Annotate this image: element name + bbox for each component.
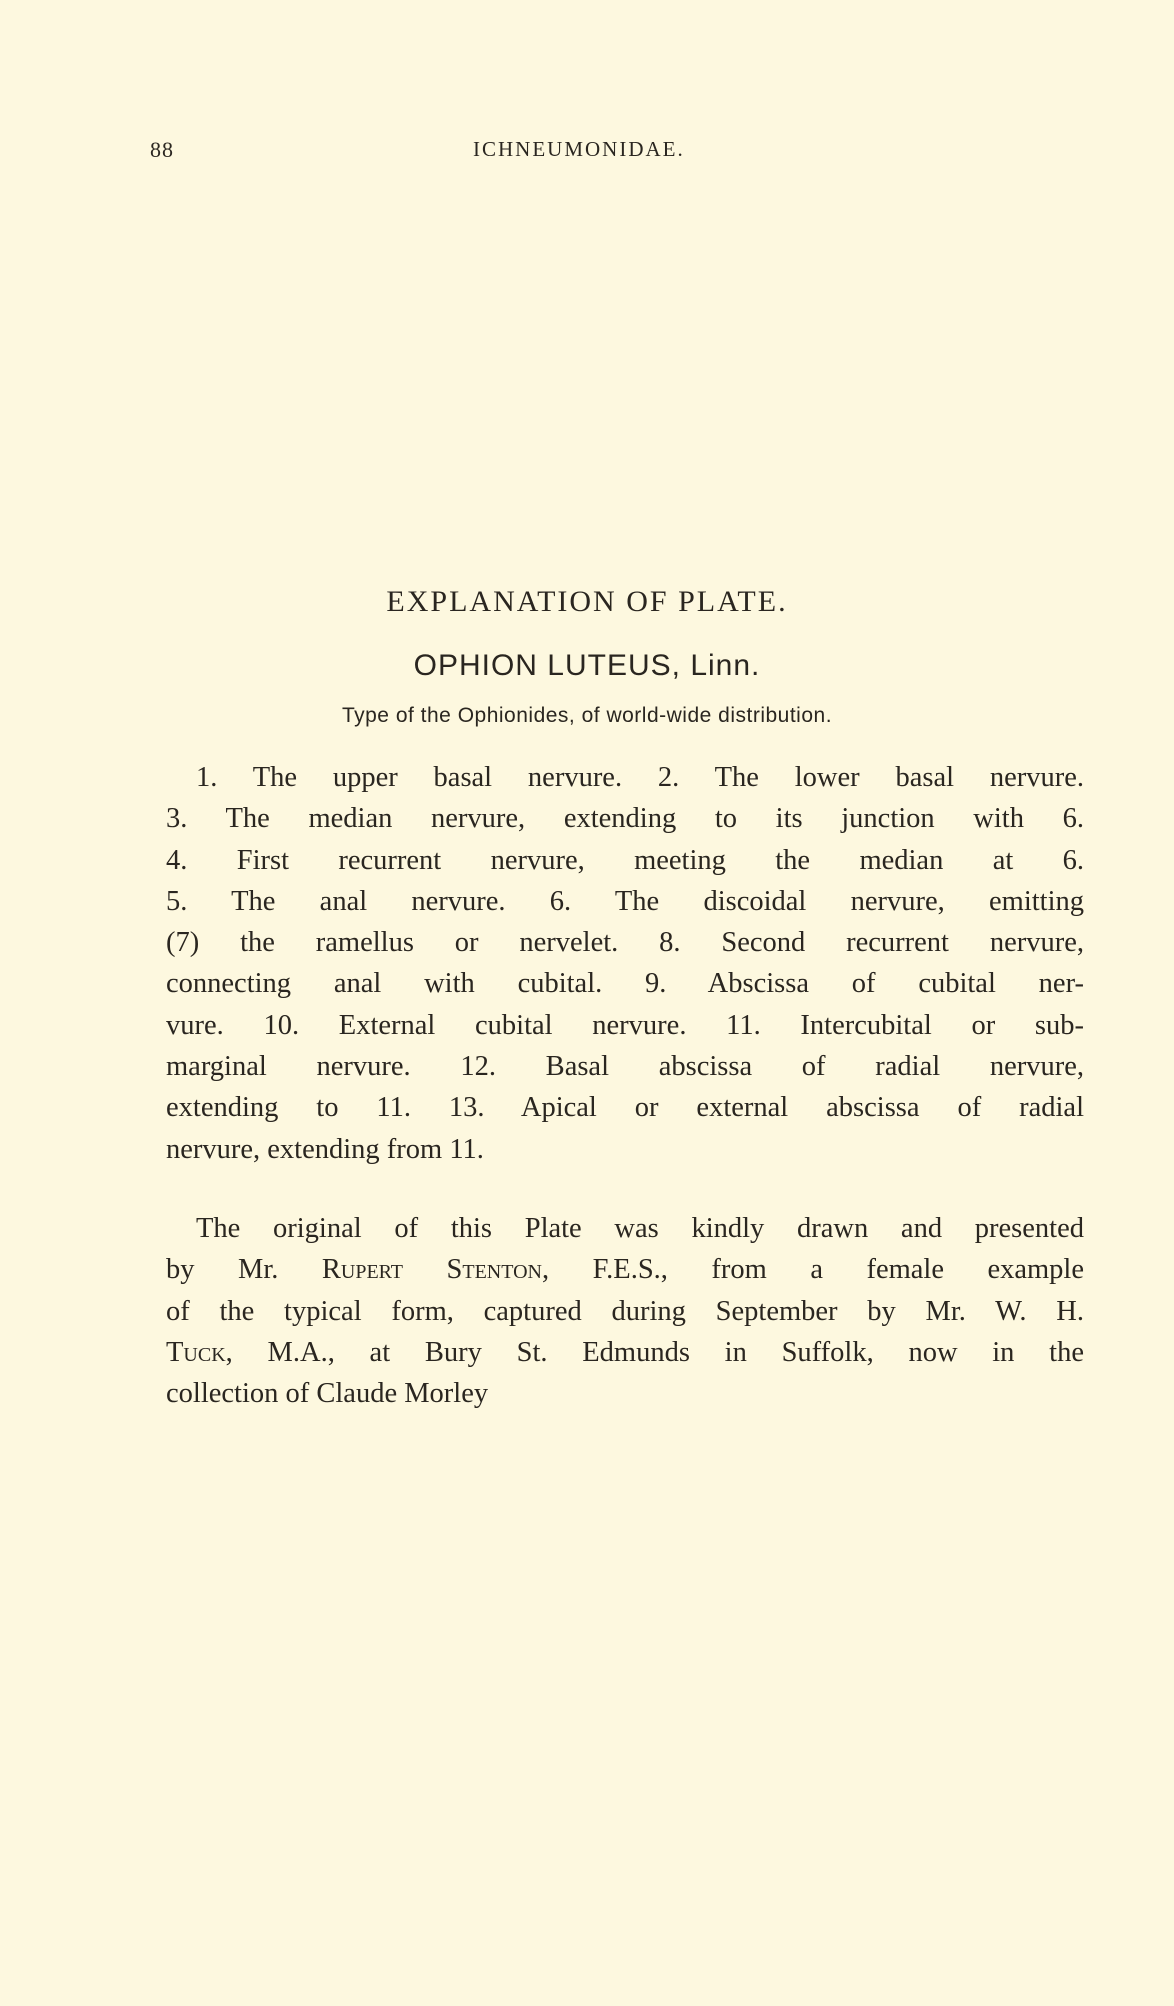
credit-text: by Mr. — [166, 1254, 279, 1286]
legend-line: connecting anal with cubital. 9. Abscissa of cubital ner- — [166, 968, 1084, 1000]
running-title: ICHNEUMONIDAE. — [473, 137, 685, 161]
legend-line: marginal nervure. 12. Basal abscissa of radial nervure, — [166, 1051, 1084, 1083]
plate-heading: EXPLANATION OF PLATE. — [386, 585, 788, 618]
credit-paragraph — [166, 1208, 1084, 1414]
running-head — [150, 137, 1000, 167]
legend-line: vure. 10. External cubital nervure. 11. Intercubital or sub- — [166, 1009, 1084, 1041]
legend-paragraph — [166, 757, 1084, 1170]
collector-name: Tuck, — [166, 1336, 233, 1368]
species-title: OPHION LUTEUS, Linn. — [413, 649, 761, 682]
legend-line: 3. The median nervure, extending to its junction with 6. — [166, 803, 1084, 835]
credit-line: collection of Claude Morley — [166, 1378, 489, 1410]
credit-text: F.E.S., from a female example — [592, 1254, 1085, 1286]
legend-line: extending to 11. 13. Apical or external abscissa of radial — [166, 1092, 1084, 1124]
page-number: 88 — [150, 137, 174, 162]
legend-line: 4. First recurrent nervure, meeting the median at 6. — [166, 844, 1084, 876]
credit-line — [166, 1249, 1084, 1290]
credit-line: of the typical form, captured during September by Mr. W. H. — [166, 1295, 1084, 1327]
artist-name: Rupert Stenton, — [321, 1254, 550, 1286]
legend-line: nervure, extending from 11. — [166, 1133, 484, 1165]
credit-line: The original of this Plate was kindly drawn and presented — [196, 1213, 1084, 1244]
legend-line: 1. The upper basal nervure. 2. The lower basal nervure. — [196, 762, 1084, 793]
legend-line: (7) the ramellus or nervelet. 8. Second recurrent nervure, — [166, 927, 1084, 959]
credit-text: M.A., at Bury St. Edmunds in Suffolk, now in the — [267, 1336, 1084, 1368]
legend-line: 5. The anal nervure. 6. The discoidal nervure, emitting — [166, 885, 1084, 917]
plate-subtitle: Type of the Ophionides, of world-wide distribution. — [341, 704, 833, 727]
credit-line — [166, 1332, 1084, 1373]
